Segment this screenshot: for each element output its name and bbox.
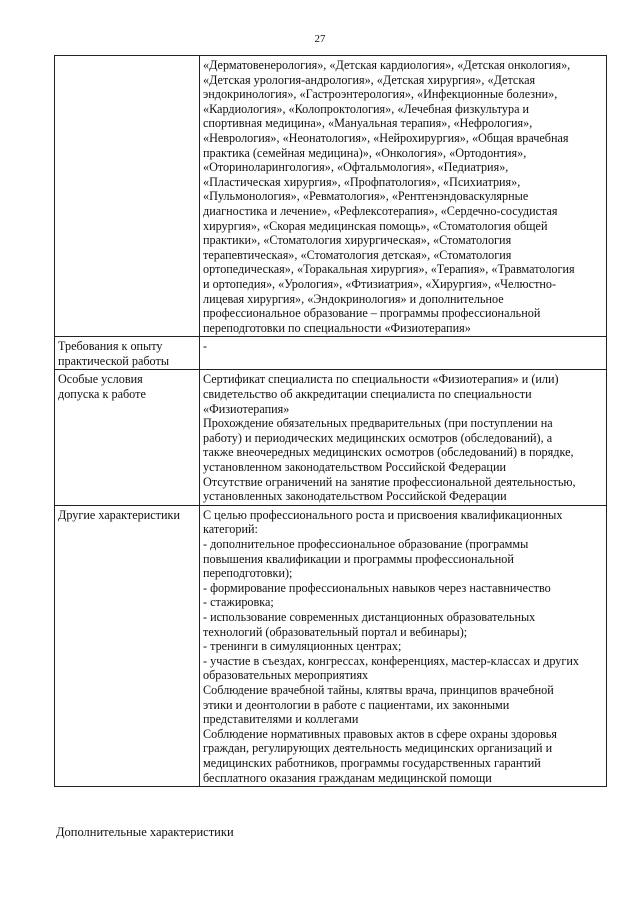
row-value-line: «Неврология», «Неонатология», «Нейрохирургия», «Общая врачебная [203,130,569,145]
row-admission-conditions [55,370,607,505]
row-value-line: Прохождение обязательных предварительных (при поступлении на [203,416,553,431]
row-label-cell [55,505,200,786]
row-label-line: Особые условия [58,372,143,387]
row-value-line: практики», «Стоматология хирургическая», «Стоматология [203,233,512,248]
row-value-line: - использование современных дистанционных образовательных [203,609,536,624]
row-practical-experience [55,337,607,370]
row-value-line: «Дерматовенерология», «Детская кардиология», «Детская онкология», [203,58,571,72]
row-value-line: свидетельство об аккредитации специалиста по специальности [203,387,532,402]
row-value-line: медицинских работников, программы государственных гарантий [203,755,541,770]
row-value-line: - [203,339,208,354]
row-value-line: работу) и периодических медицинских осмотров (обследований), а [203,430,553,445]
row-value-line: переподготовки по специальности «Физиотерапия» [203,320,471,335]
row-value-line: бесплатного оказания гражданам медицинской помощи [203,770,492,785]
row-label-line: Другие характеристики [58,507,180,522]
row-value-line: и ортопедия», «Урология», «Фтизиатрия», «Хирургия», «Челюстно- [203,276,557,291]
row-label-line: Требования к опыту [58,339,163,354]
row-value-line: эндокринология», «Гастроэнтерология», «Инфекционные болезни», [203,87,558,102]
row-value-line: терапевтическая», «Стоматология детская», «Стоматология [203,247,512,262]
row-value-line: Сертификат специалиста по специальности «Физиотерапия» и (или) [203,372,559,387]
row-value-line: повышения квалификации и программы профессиональной [203,551,514,566]
row-value-line: «Детская урология-андрология», «Детская хирургия», «Детская [203,72,536,87]
row-value-line: образовательных мероприятиях [203,668,369,683]
row-value-line: профессиональное образование – программы профессиональной [203,306,541,321]
page-number: 27 [314,33,326,45]
row-education-continuation [55,56,607,337]
row-value-line: Соблюдение нормативных правовых актов в сфере охраны здоровья [203,726,557,741]
row-value-line: С целью профессионального роста и присвоения квалификационных [203,507,563,522]
row-value-cell [200,337,607,370]
row-value-line: лицевая хирургия», «Эндокринология» и дополнительное [203,291,504,306]
row-value-line: - участие в съездах, конгрессах, конференциях, мастер-классах и других [203,653,579,668]
row-value-line: ортопедическая», «Торакальная хирургия», «Терапия», «Травматология [203,262,575,277]
row-value-cell [200,505,607,786]
section-title-additional: Дополнительные характеристики [56,825,234,839]
row-value-line: этики и деонтологии в работе с пациентами, их законными [203,697,510,712]
row-other-characteristics [55,505,607,786]
row-value-line: граждан, регулирующих деятельность медицинских организаций и [203,741,553,756]
row-label-line: допуска к работе [58,387,146,402]
row-value-line: практика (семейная медицина)», «Онкология», «Ортодонтия», [203,145,527,160]
requirements-table-body [55,56,607,787]
row-value-line: - стажировка; [203,595,274,610]
row-value-line: - дополнительное профессиональное образование (программы [203,537,529,551]
row-value-line: спортивная медицина», «Мануальная терапия», «Нефрология», [203,116,533,131]
row-label-cell [55,56,200,337]
row-label-line: практической работы [58,353,170,368]
row-label-cell [55,370,200,505]
row-value-cell [200,370,607,505]
row-value-line: «Оториноларингология», «Офтальмология», «Педиатрия», [203,160,509,175]
row-value-line: технологий (образовательный портал и вебинары); [203,624,468,639]
row-value-line: также внеочередных медицинских осмотров (обследований) в порядке, [203,445,574,460]
row-value-line: - формирование профессиональных навыков через наставничество [203,580,551,595]
row-value-line: Отсутствие ограничений на занятие профессиональной деятельностью, [203,474,576,489]
row-value-line: «Физиотерапия» [203,401,290,416]
row-value-line: установленном законодательством Российской Федерации [203,460,507,475]
row-value-line: представителями и коллегами [203,712,359,727]
row-value-line: переподготовки); [203,566,293,581]
row-value-line: «Кардиология», «Колопроктология», «Лечебная физкультура и [203,101,530,116]
row-value-line: Соблюдение врачебной тайны, клятвы врача, принципов врачебной [203,682,554,697]
row-value-line: установленных законодательством Российской Федерации [203,489,507,504]
row-label-cell [55,337,200,370]
row-value-line: - тренинги в симуляционных центрах; [203,639,402,654]
row-value-line: категорий: [203,522,258,537]
requirements-table [54,55,607,787]
row-value-line: «Пульмонология», «Ревматология», «Рентгенэндоваскулярные [203,189,529,204]
row-value-line: хирургия», «Скорая медицинская помощь», «Стоматология общей [203,218,548,233]
row-value-line: диагностика и лечение», «Рефлексотерапия», «Сердечно-сосудистая [203,203,558,218]
row-value-cell [200,56,607,337]
row-value-line: «Пластическая хирургия», «Профпатология», «Психиатрия», [203,174,521,189]
